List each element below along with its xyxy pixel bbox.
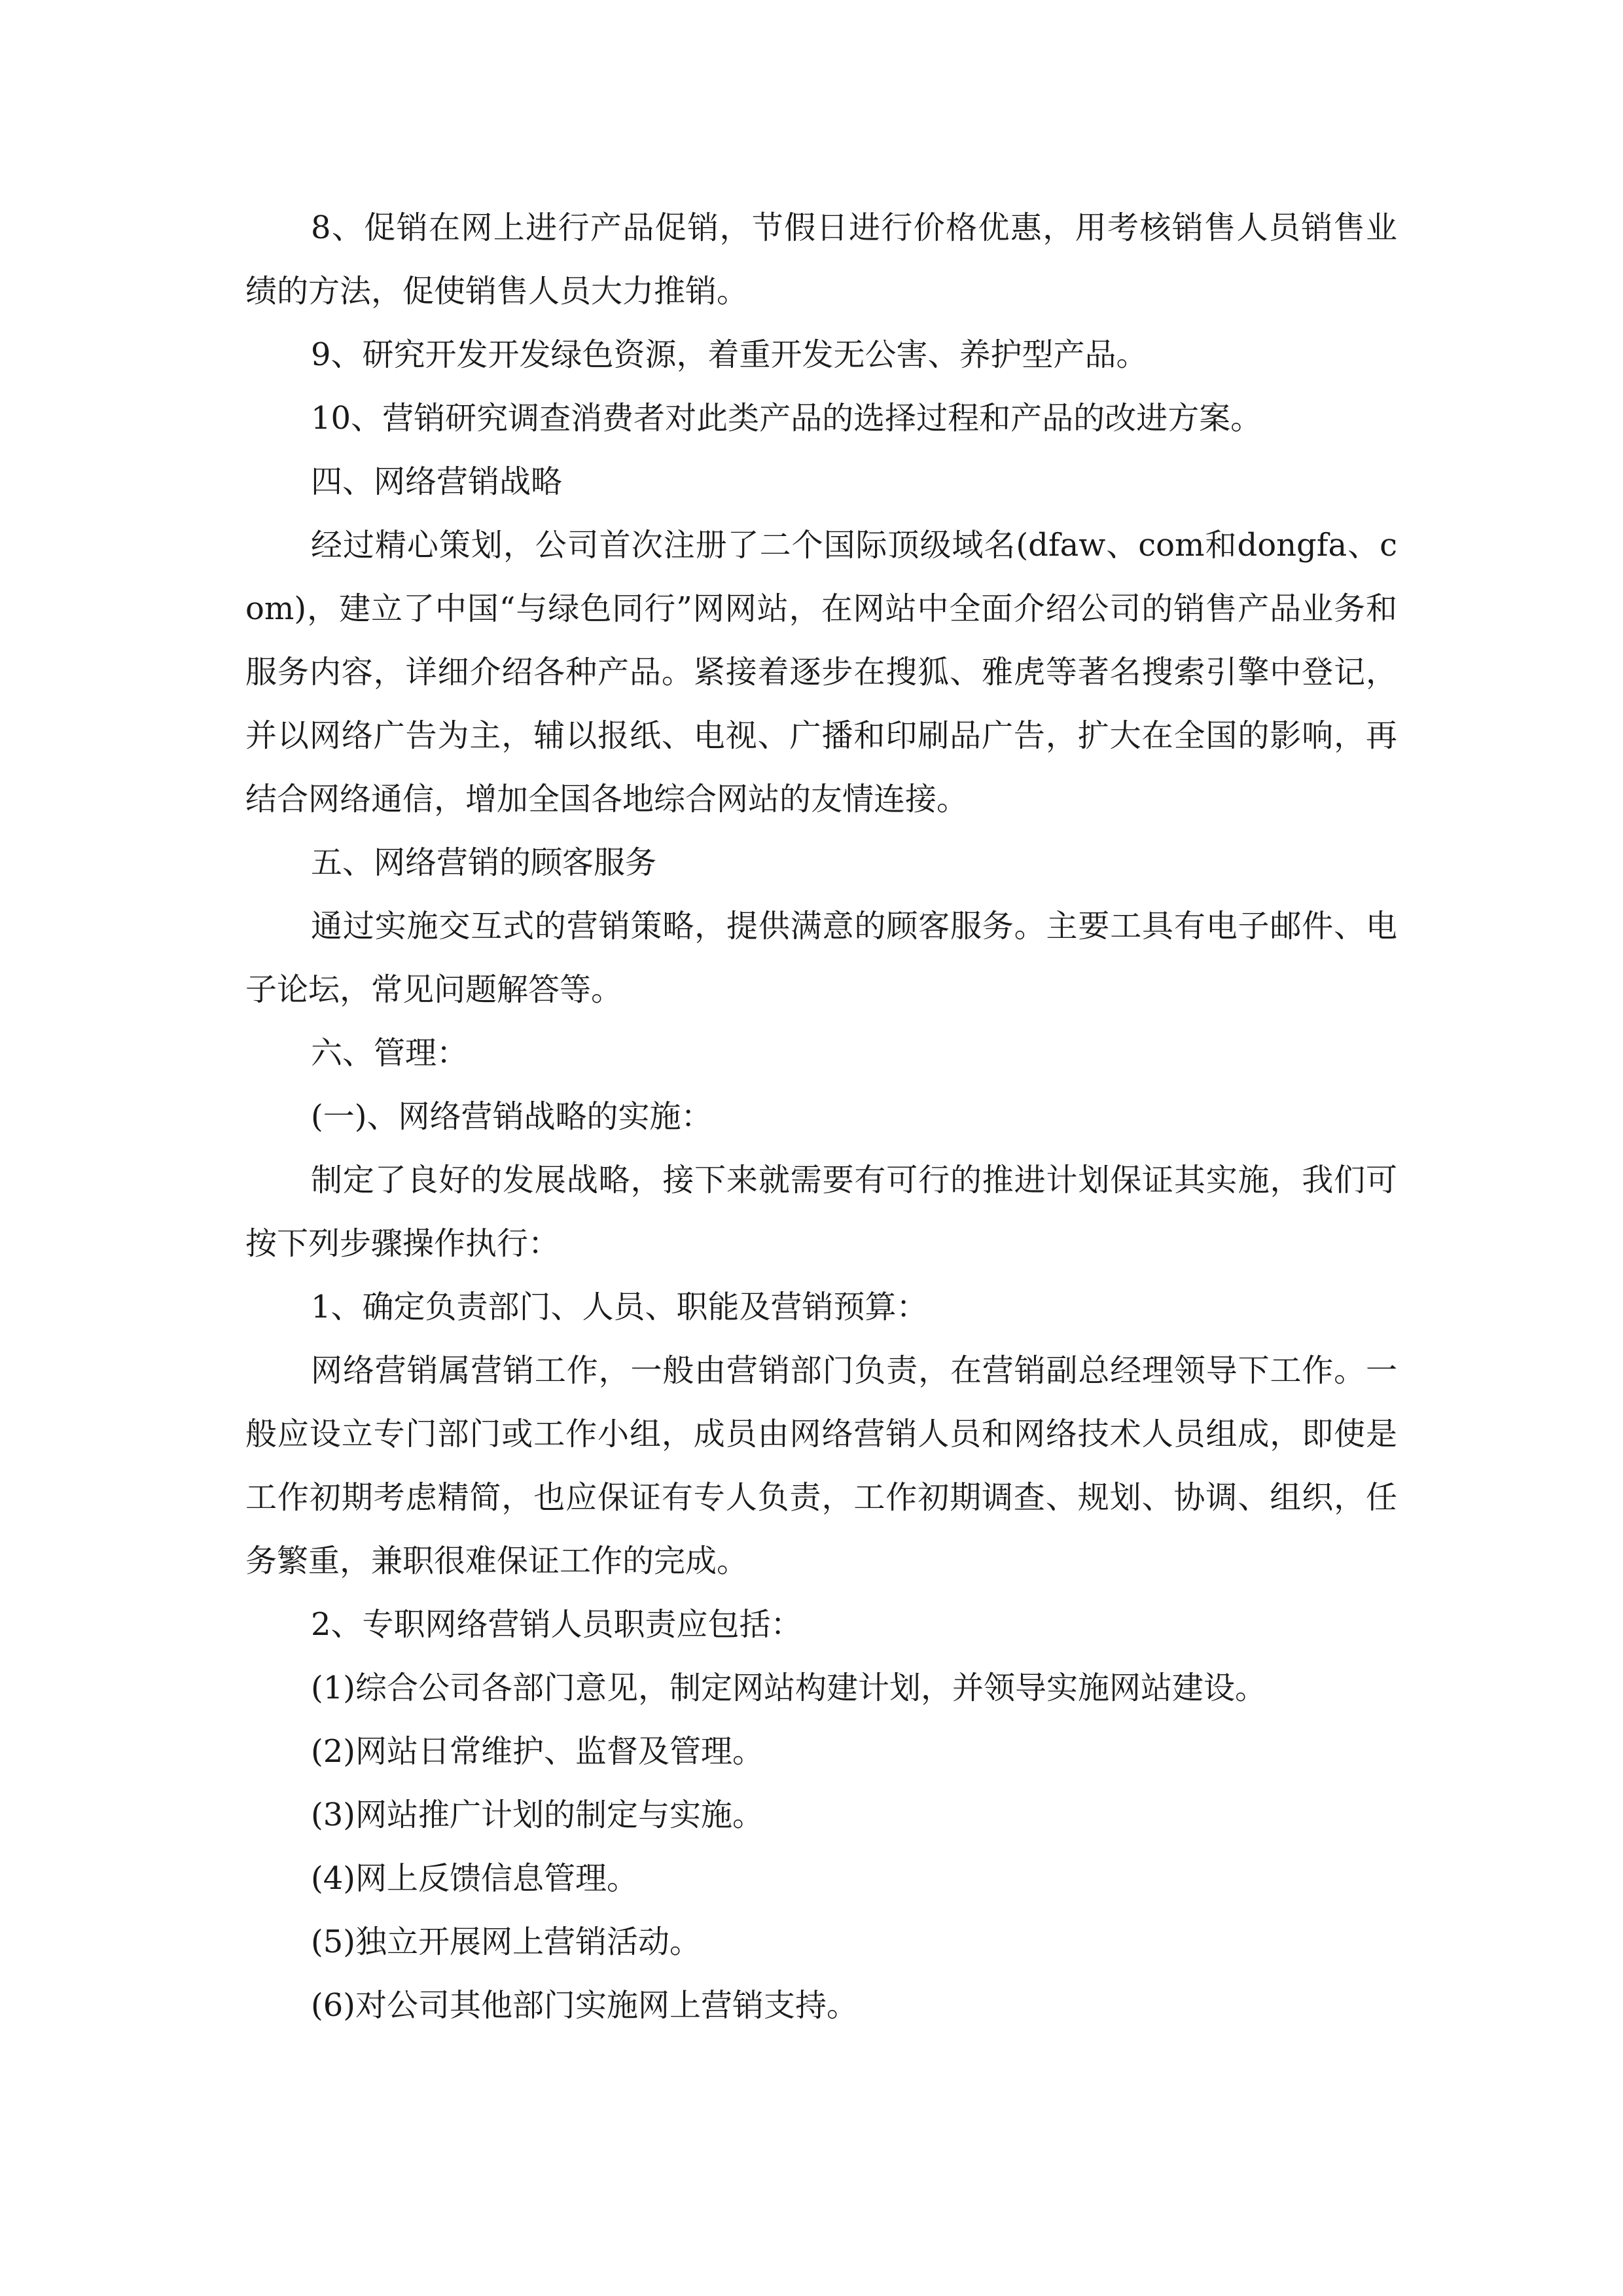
paragraph-marketing-research: 10、营销研究调查消费者对此类产品的选择过程和产品的改进方案。 (311, 400, 1262, 437)
item-heading-department: 1、确定负责部门、人员、职能及营销预算： (311, 1289, 928, 1325)
list-item-duty-1: (1)综合公司各部门意见，制定网站构建计划，并领导实施网站建设。 (311, 1670, 1266, 1706)
section-heading-strategy: 四、网络营销战略 (311, 463, 563, 500)
section-heading-management: 六、管理： (311, 1035, 469, 1071)
paragraph-department-body: 网络营销属营销工作，一般由营销部门负责，在营销副总经理领导下工作。一般应设立专门部门或工作小组，成员由网络营销人员和网络技术人员组成，即使是工作初期考虑精简，也应保证有专人负责，工作初期调查、规划、协调、组织，任务繁重，兼职很难保证工作的完成。 (245, 1352, 1397, 1579)
paragraph-promotion: 8、促销在网上进行产品促销，节假日进行价格优惠，用考核销售人员销售业绩的方法，促使销售人员大力推销。 (245, 209, 1397, 310)
section-heading-customer-service: 五、网络营销的顾客服务 (311, 844, 657, 881)
list-item-duty-6: (6)对公司其他部门实施网上营销支持。 (311, 1987, 858, 2024)
document-body (245, 196, 1397, 2037)
list-item-duty-3: (3)网站推广计划的制定与实施。 (311, 1797, 764, 1833)
list-item-duty-4: (4)网上反馈信息管理。 (311, 1860, 638, 1897)
paragraph-strategy-body: 经过精心策划，公司首次注册了二个国际顶级域名(dfaw、com和dongfa、com)，建立了中国“与绿色同行”网网站，在网站中全面介绍公司的销售产品业务和服务内容，详细介绍各种产品。紧接着逐步在搜狐、雅虎等著名搜索引擎中登记，并以网络广告为主，辅以报纸、电视、广播和印刷品广告，扩大在全国的影响，再结合网络通信，增加全国各地综合网站的友情连接。 (245, 527, 1397, 817)
list-item-duty-5: (5)独立开展网上营销活动。 (311, 1924, 701, 1960)
subsection-heading-implementation: (一)、网络营销战略的实施： (311, 1098, 713, 1135)
paragraph-implementation-body: 制定了良好的发展战略，接下来就需要有可行的推进计划保证其实施，我们可按下列步骤操作执行： (245, 1162, 1397, 1262)
paragraph-research-development: 9、研究开发开发绿色资源，着重开发无公害、养护型产品。 (311, 336, 1148, 373)
paragraph-customer-service-body: 通过实施交互式的营销策略，提供满意的顾客服务。主要工具有电子邮件、电子论坛，常见问题解答等。 (245, 908, 1397, 1008)
list-item-duty-2: (2)网站日常维护、监督及管理。 (311, 1733, 764, 1770)
item-heading-duties: 2、专职网络营销人员职责应包括： (311, 1606, 802, 1643)
